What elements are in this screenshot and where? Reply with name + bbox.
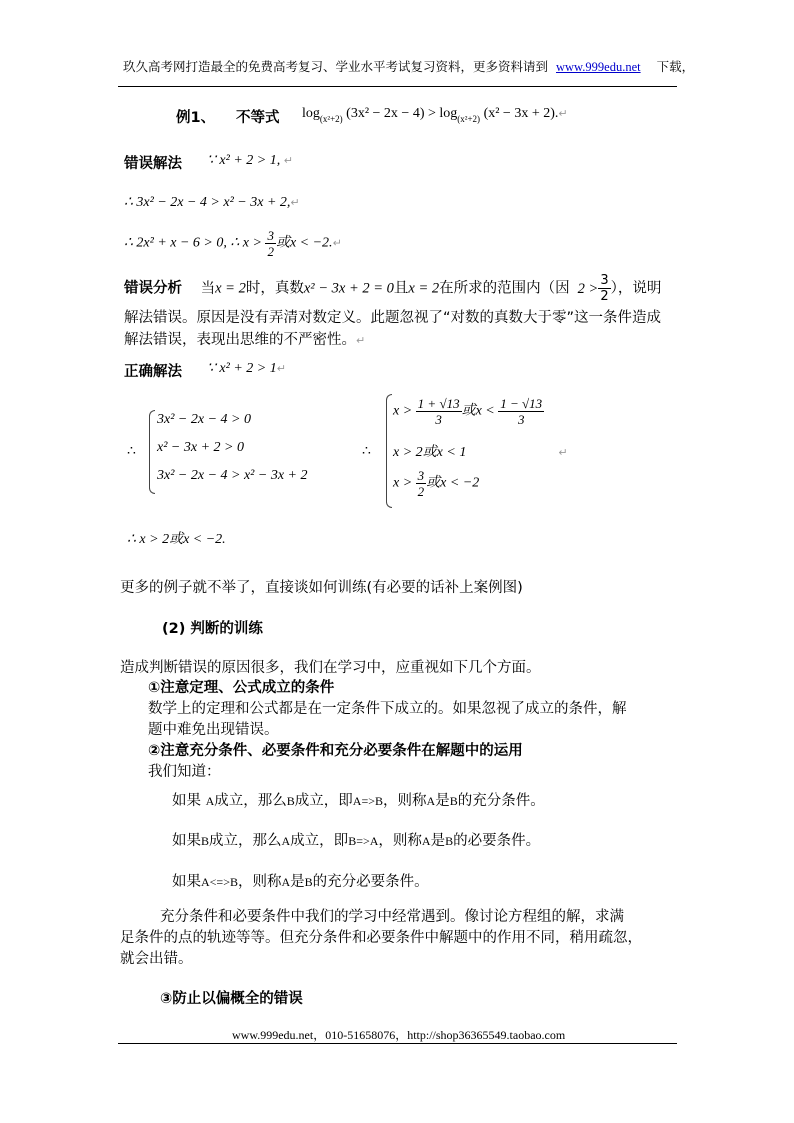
section-2-heading: (2) 判断的训练 bbox=[162, 621, 263, 637]
wrong-solution-label: 错误解法 bbox=[124, 156, 182, 172]
analysis-line-3: 解法错误，表现出思维的不严密性。↵ bbox=[124, 332, 366, 348]
we-know: 我们知道： bbox=[148, 764, 221, 780]
system2-brace bbox=[386, 394, 392, 508]
header-tail: 下载， bbox=[656, 59, 695, 74]
point-3-title: ③防止以偏概全的错误 bbox=[160, 991, 303, 1007]
page-footer: www.999edu.net，010-51658076，http://shop36365549.taobao.com bbox=[232, 1028, 566, 1042]
therefore-symbol-1: ∴ bbox=[127, 444, 136, 459]
point-2-title: ②注意充分条件、必要条件和充分必要条件在解题中的运用 bbox=[148, 743, 523, 759]
wrong-line-1: ∵ x² + 2 > 1, ↵ bbox=[207, 153, 293, 168]
condition-sufficient: 如果 A成立，那么B成立，即A=>B，则称A是B的充分条件。 bbox=[172, 793, 545, 809]
footer-rule bbox=[118, 1043, 677, 1044]
point-1-line-1: 数学上的定理和公式都是在一定条件下成立的。如果忽视了成立的条件，解 bbox=[148, 701, 627, 717]
paragraph-line-3: 就会出错。 bbox=[120, 951, 193, 967]
system1-row-1: 3x² − 2x − 4 > 0 bbox=[157, 412, 251, 427]
correct-solution-label: 正确解法 bbox=[124, 364, 182, 380]
condition-necessary: 如果B成立，那么A成立，即B=>A，则称A是B的必要条件。 bbox=[172, 833, 541, 849]
analysis-line-1: 错误分析 当x = 2时，真数x² − 3x + 2 = 0且x = 2在所求的范围内（因 2 > $\frac{3}{2}$ ），说明 bbox=[124, 273, 662, 304]
analysis-line-2: 解法错误。原因是没有弄清对数定义。此题忽视了“对数的真数大于零”这一条件造成 bbox=[124, 310, 662, 326]
paragraph-line-2: 足条件的点的轨迹等等。但充分条件和必要条件中解题中的作用不同，稍用疏忽， bbox=[120, 930, 642, 946]
header-link[interactable]: www.999edu.net bbox=[556, 60, 641, 74]
intro-text: 造成判断错误的原因很多，我们在学习中，应重视如下几个方面。 bbox=[120, 660, 541, 676]
example-formula: $\log_{(x^2+2)} (3x^2 - 2x - 4) > \log_{(x^2+2)} (x^2 - 3x$ + 2).↵ bbox=[302, 106, 568, 124]
system1-row-3: 3x² − 2x − 4 > x² − 3x + 2 bbox=[157, 468, 308, 483]
example-label: 例1、 bbox=[176, 110, 216, 126]
condition-iff: 如果A<=>B，则称A是B的充分必要条件。 bbox=[172, 874, 429, 890]
paragraph-line-1: 充分条件和必要条件中我们的学习中经常遇到。像讨论方程组的解，求满 bbox=[160, 909, 624, 925]
point-1-title: ①注意定理、公式成立的条件 bbox=[148, 680, 335, 696]
more-examples: 更多的例子就不举了，直接谈如何训练(有必要的话补上案例图) bbox=[120, 580, 523, 596]
system1-row-2: x² − 3x + 2 > 0 bbox=[157, 440, 244, 455]
header-text: 玖久高考网打造最全的免费高考复习、学业水平考试复习资料，更多资料请到 bbox=[123, 59, 549, 74]
header-rule bbox=[118, 86, 677, 87]
therefore-symbol-2: ∴ bbox=[362, 444, 371, 459]
final-answer: ∴ x > 2或x < −2. bbox=[127, 532, 226, 547]
correct-line-1: ∵ x² + 2 > 1↵ bbox=[207, 361, 286, 376]
point-1-line-2: 题中难免出现错误。 bbox=[148, 722, 279, 738]
system1-brace bbox=[149, 410, 155, 494]
system2-row-2: x > 2或x < 1 ↵ bbox=[393, 445, 568, 460]
page-header bbox=[123, 57, 694, 75]
inequality-label: 不等式 bbox=[236, 110, 280, 126]
wrong-line-2: ∴ 3x² − 2x − 4 > x² − 3x + 2,↵ bbox=[124, 195, 300, 210]
system2-row-1: x > $\frac{1 + √13}{3}$ 或x < $\frac{1 - √13}{3}$ bbox=[393, 396, 543, 427]
system2-row-3: x > $\frac{3}{2}$ 或x < −2 bbox=[393, 468, 480, 499]
wrong-line-3: ∴ 2x² + x − 6 > 0, ∴ x > $\frac{3}{2}$ 或x < −2.↵ bbox=[124, 228, 342, 259]
